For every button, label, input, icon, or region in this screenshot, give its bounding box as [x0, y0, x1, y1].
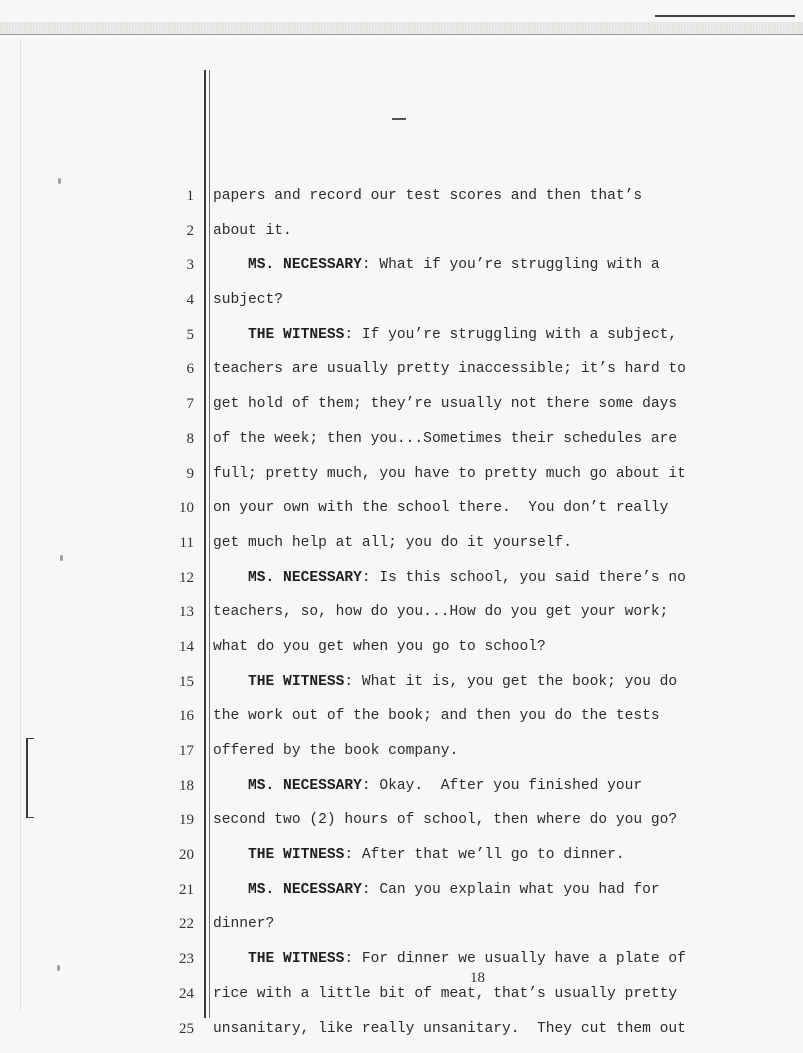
- line-text: [213, 776, 642, 796]
- line-number: 25: [150, 1019, 194, 1039]
- transcript-line: [0, 706, 803, 741]
- spoken-text: of the week; then you...Sometimes their schedules are: [213, 431, 677, 447]
- line-text: [213, 359, 686, 379]
- spoken-text: teachers, so, how do you...How do you get your work;: [213, 604, 668, 620]
- speaker-label: MS. NECESSARY: [213, 778, 362, 794]
- speaker-label: MS. NECESSARY: [213, 570, 362, 586]
- line-number: 2: [150, 221, 194, 241]
- transcript-line: [0, 914, 803, 949]
- line-number: 14: [150, 637, 194, 657]
- line-text: [213, 672, 677, 692]
- spoken-text: : What if you’re struggling with a: [362, 257, 660, 273]
- spoken-text: dinner?: [213, 916, 274, 932]
- spoken-text: teachers are usually pretty inaccessible; it’s hard to: [213, 361, 686, 377]
- line-number: 9: [150, 464, 194, 484]
- transcript-line: [0, 637, 803, 672]
- scan-dash-mark: [392, 118, 406, 120]
- speaker-label: THE WITNESS: [213, 847, 344, 863]
- spoken-text: get hold of them; they’re usually not there some days: [213, 396, 677, 412]
- transcript-line: [0, 568, 803, 603]
- transcript-line: [0, 325, 803, 360]
- scan-speck: [58, 178, 61, 184]
- line-number: 21: [150, 880, 194, 900]
- line-number: 23: [150, 949, 194, 969]
- line-text: [213, 325, 677, 345]
- line-text: [213, 464, 686, 484]
- line-text: [213, 949, 686, 969]
- spoken-text: unsanitary, like really unsanitary. They cut them out: [213, 1021, 686, 1037]
- line-number: 7: [150, 394, 194, 414]
- transcript-line: [0, 221, 803, 256]
- transcript-line: [0, 880, 803, 915]
- speaker-label: MS. NECESSARY: [213, 257, 362, 273]
- line-number: 8: [150, 429, 194, 449]
- transcript-line: [0, 741, 803, 776]
- spoken-text: : For dinner we usually have a plate of: [344, 951, 686, 967]
- line-number: 13: [150, 602, 194, 622]
- speaker-label: THE WITNESS: [213, 674, 344, 690]
- transcript-line: [0, 498, 803, 533]
- line-text: [213, 810, 677, 830]
- line-number: 5: [150, 325, 194, 345]
- line-text: [213, 221, 292, 241]
- spoken-text: the work out of the book; and then you do the tests: [213, 708, 660, 724]
- transcript-line: [0, 949, 803, 984]
- speaker-label: THE WITNESS: [213, 951, 344, 967]
- line-number: 12: [150, 568, 194, 588]
- line-number: 17: [150, 741, 194, 761]
- line-text: [213, 498, 668, 518]
- transcript-line: [0, 776, 803, 811]
- spoken-text: second two (2) hours of school, then where do you go?: [213, 812, 677, 828]
- line-text: [213, 602, 668, 622]
- line-number: 22: [150, 914, 194, 934]
- transcript-lines: [0, 186, 803, 1053]
- line-text: [213, 984, 677, 1004]
- spoken-text: papers and record our test scores and then that’s: [213, 188, 642, 204]
- line-number: 4: [150, 290, 194, 310]
- line-text: [213, 429, 677, 449]
- transcript-line: [0, 394, 803, 429]
- spoken-text: on your own with the school there. You don’t really: [213, 500, 668, 516]
- line-text: [213, 290, 283, 310]
- transcript-line: [0, 672, 803, 707]
- spoken-text: : If you’re struggling with a subject,: [344, 327, 677, 343]
- line-number: 18: [150, 776, 194, 796]
- line-number: 10: [150, 498, 194, 518]
- spoken-text: about it.: [213, 223, 292, 239]
- line-text: [213, 394, 677, 414]
- speaker-label: THE WITNESS: [213, 327, 344, 343]
- line-text: [213, 880, 660, 900]
- scan-top-line: [0, 34, 803, 35]
- line-text: [213, 845, 625, 865]
- line-text: [213, 1019, 686, 1039]
- transcript-line: [0, 845, 803, 880]
- line-text: [213, 568, 686, 588]
- line-number: 15: [150, 672, 194, 692]
- line-number: 11: [150, 533, 194, 553]
- transcript-line: [0, 186, 803, 221]
- transcript-line: [0, 255, 803, 290]
- transcript-line: [0, 810, 803, 845]
- line-text: [213, 741, 458, 761]
- line-text: [213, 637, 546, 657]
- scan-top-band: [0, 22, 803, 34]
- transcript-line: [0, 602, 803, 637]
- spoken-text: what do you get when you go to school?: [213, 639, 546, 655]
- spoken-text: : Okay. After you finished your: [362, 778, 642, 794]
- spoken-text: : What it is, you get the book; you do: [344, 674, 677, 690]
- transcript-line: [0, 290, 803, 325]
- transcript-line: [0, 359, 803, 394]
- transcript-line: [0, 984, 803, 1019]
- line-number: 19: [150, 810, 194, 830]
- speaker-label: MS. NECESSARY: [213, 882, 362, 898]
- line-text: [213, 533, 572, 553]
- page-number: 18: [470, 970, 485, 987]
- line-number: 24: [150, 984, 194, 1004]
- transcript-line: [0, 464, 803, 499]
- line-number: 3: [150, 255, 194, 275]
- spoken-text: full; pretty much, you have to pretty much go about it: [213, 466, 686, 482]
- spoken-text: rice with a little bit of meat, that’s usually pretty: [213, 986, 677, 1002]
- line-number: 16: [150, 706, 194, 726]
- spoken-text: : Can you explain what you had for: [362, 882, 660, 898]
- spoken-text: offered by the book company.: [213, 743, 458, 759]
- line-number: 1: [150, 186, 194, 206]
- spoken-text: : Is this school, you said there’s no: [362, 570, 686, 586]
- spoken-text: get much help at all; you do it yourself.: [213, 535, 572, 551]
- spoken-text: subject?: [213, 292, 283, 308]
- line-number: 20: [150, 845, 194, 865]
- line-text: [213, 186, 642, 206]
- spoken-text: : After that we’ll go to dinner.: [344, 847, 624, 863]
- transcript-line: [0, 533, 803, 568]
- line-number: 6: [150, 359, 194, 379]
- line-text: [213, 255, 660, 275]
- line-text: [213, 706, 660, 726]
- scan-top-rule: [655, 15, 795, 17]
- transcript-line: [0, 1019, 803, 1053]
- line-text: [213, 914, 274, 934]
- transcript-line: [0, 429, 803, 464]
